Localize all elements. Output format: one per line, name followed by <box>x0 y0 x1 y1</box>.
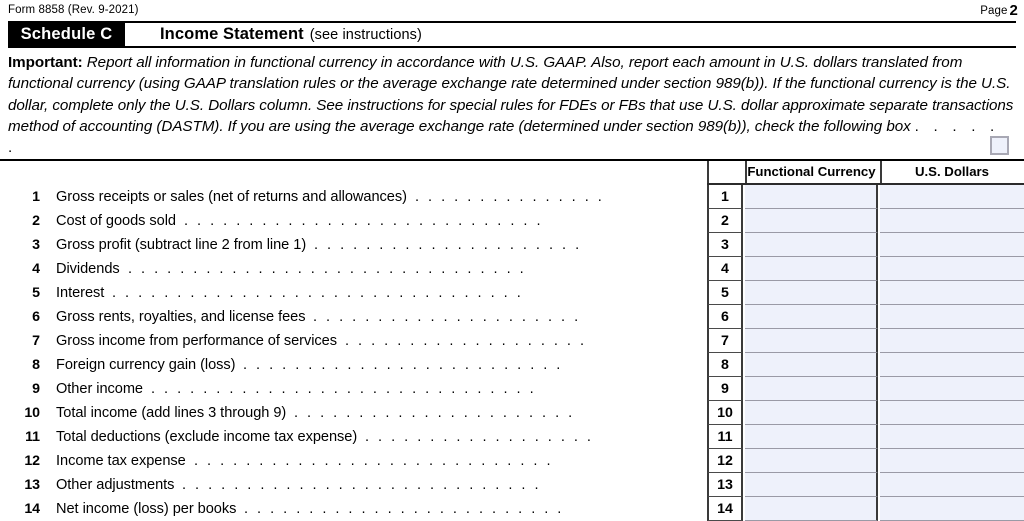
row-number-cell: 12 <box>707 449 743 473</box>
row-line-number: 8 <box>32 357 40 373</box>
functional-currency-cell[interactable] <box>745 473 878 497</box>
us-dollars-cell[interactable] <box>880 305 1024 329</box>
us-dollars-cell[interactable] <box>880 473 1024 497</box>
row-number-cell: 7 <box>707 329 743 353</box>
important-body: Report all information in functional currency in accordance with U.S. GAAP. Also, report each amount in U.S. dollars translated from functional currency (using GAAP translation rules or the average exchange rate determined under section 989(b)). If the functional currency is the U.S. dollar, complete only the U.S. Dollars column. See instructions for special rules for FDEs or FBs that use U.S. dollar approximate separate transactions method of accounting (DASTM). If you are using the average exchange rate (determined under section 989(b)), check the following box <box>8 54 1014 135</box>
row-line-number: 9 <box>32 381 40 397</box>
row-leader-dots: ...................... <box>294 405 582 421</box>
row-number-cell: 4 <box>707 257 743 281</box>
row-number-cell: 3 <box>707 233 743 257</box>
table-row <box>0 449 1024 473</box>
us-dollars-cell[interactable] <box>880 353 1024 377</box>
row-number-cell: 8 <box>707 353 743 377</box>
functional-currency-cell[interactable] <box>745 233 878 257</box>
row-leader-dots: .............................. <box>151 381 543 397</box>
row-number-cell: 9 <box>707 377 743 401</box>
row-line-number: 2 <box>32 213 40 229</box>
row-number-cell: 10 <box>707 401 743 425</box>
row-leader-dots: ............................ <box>182 477 548 493</box>
table-row <box>0 329 1024 353</box>
row-number-cell: 5 <box>707 281 743 305</box>
functional-currency-cell[interactable] <box>745 185 878 209</box>
row-line-number: 4 <box>32 261 40 277</box>
row-description: Income tax expense <box>56 453 186 469</box>
row-leader-dots: ............................... <box>128 261 533 277</box>
row-description: Total deductions (exclude income tax expense) <box>56 429 358 445</box>
us-dollars-cell[interactable] <box>880 449 1024 473</box>
page-label: Page <box>980 5 1008 17</box>
row-description: Interest <box>56 285 105 301</box>
row-description: Net income (loss) per books <box>56 501 237 517</box>
important-instructions <box>8 52 1016 158</box>
functional-currency-cell[interactable] <box>745 425 878 449</box>
table-row <box>0 305 1024 329</box>
row-leader-dots: ..................... <box>314 237 589 253</box>
functional-currency-cell[interactable] <box>745 497 878 521</box>
table-row <box>0 425 1024 449</box>
column-header-functional-currency: Functional Currency <box>747 164 876 179</box>
row-number-cell: 14 <box>707 497 743 521</box>
important-label: Important: <box>8 54 83 71</box>
table-row <box>0 497 1024 521</box>
row-leader-dots: ......................... <box>243 357 570 373</box>
row-line-number: 5 <box>32 285 40 301</box>
row-line-number: 14 <box>24 501 40 517</box>
row-line-number: 3 <box>32 237 40 253</box>
functional-currency-cell[interactable] <box>745 377 878 401</box>
us-dollars-cell[interactable] <box>880 233 1024 257</box>
functional-currency-cell[interactable] <box>745 449 878 473</box>
table-row <box>0 209 1024 233</box>
table-row <box>0 377 1024 401</box>
row-line-number: 7 <box>32 333 40 349</box>
schedule-tag: Schedule C <box>8 23 125 46</box>
functional-currency-cell[interactable] <box>745 281 878 305</box>
row-description: Gross profit (subtract line 2 from line 1) <box>56 237 307 253</box>
functional-currency-cell[interactable] <box>745 257 878 281</box>
form-identifier: Form 8858 (Rev. 9-2021) <box>8 4 139 16</box>
row-line-number: 1 <box>32 189 40 205</box>
row-line-number: 13 <box>24 477 40 493</box>
schedule-header-bar <box>8 21 1016 48</box>
schedule-title <box>160 23 422 46</box>
functional-currency-cell[interactable] <box>745 305 878 329</box>
row-description: Gross income from performance of services <box>56 333 337 349</box>
us-dollars-cell[interactable] <box>880 329 1024 353</box>
row-line-number: 10 <box>24 405 40 421</box>
row-leader-dots: ......................... <box>244 501 571 517</box>
row-number-cell: 2 <box>707 209 743 233</box>
row-number-cell: 11 <box>707 425 743 449</box>
row-leader-dots: .................. <box>365 429 600 445</box>
checkbox-leader-dots: . . . . . . <box>8 117 1000 157</box>
table-row <box>0 257 1024 281</box>
us-dollars-cell[interactable] <box>880 185 1024 209</box>
table-row <box>0 353 1024 377</box>
functional-currency-cell[interactable] <box>745 209 878 233</box>
us-dollars-cell[interactable] <box>880 281 1024 305</box>
functional-currency-cell[interactable] <box>745 401 878 425</box>
row-line-number: 11 <box>25 429 40 445</box>
table-row <box>0 233 1024 257</box>
functional-currency-cell[interactable] <box>745 329 878 353</box>
row-description: Other adjustments <box>56 477 175 493</box>
table-row <box>0 185 1024 209</box>
table-row <box>0 281 1024 305</box>
average-exchange-rate-checkbox[interactable] <box>990 136 1009 155</box>
us-dollars-cell[interactable] <box>880 257 1024 281</box>
row-number-cell: 6 <box>707 305 743 329</box>
row-number-cell: 1 <box>707 185 743 209</box>
us-dollars-cell[interactable] <box>880 401 1024 425</box>
row-number-cell: 13 <box>707 473 743 497</box>
row-description: Foreign currency gain (loss) <box>56 357 236 373</box>
us-dollars-cell[interactable] <box>880 377 1024 401</box>
row-leader-dots: ............................ <box>194 453 560 469</box>
line-number-header-cell <box>707 161 743 183</box>
page-number: 2 <box>1009 2 1018 19</box>
page-indicator <box>980 2 1018 19</box>
schedule-title-text: Income Statement <box>160 25 304 43</box>
row-line-number: 12 <box>24 453 40 469</box>
table-row <box>0 401 1024 425</box>
us-dollars-cell[interactable] <box>880 497 1024 521</box>
functional-currency-cell[interactable] <box>745 353 878 377</box>
schedule-subtitle: (see instructions) <box>309 27 422 43</box>
row-leader-dots: ............................ <box>184 213 550 229</box>
row-leader-dots: ................... <box>345 333 594 349</box>
table-row <box>0 473 1024 497</box>
row-description: Cost of goods sold <box>56 213 176 229</box>
row-description: Gross rents, royalties, and license fees <box>56 309 306 325</box>
us-dollars-cell[interactable] <box>880 209 1024 233</box>
row-description: Total income (add lines 3 through 9) <box>56 405 287 421</box>
row-line-number: 6 <box>32 309 40 325</box>
row-description: Dividends <box>56 261 120 277</box>
row-leader-dots: ..................... <box>313 309 588 325</box>
row-description: Other income <box>56 381 143 397</box>
row-description: Gross receipts or sales (net of returns and allowances) <box>56 189 407 205</box>
row-leader-dots: ................................ <box>112 285 530 301</box>
us-dollars-cell[interactable] <box>880 425 1024 449</box>
row-leader-dots: ............... <box>415 189 611 205</box>
column-header-us-dollars: U.S. Dollars <box>914 164 990 179</box>
